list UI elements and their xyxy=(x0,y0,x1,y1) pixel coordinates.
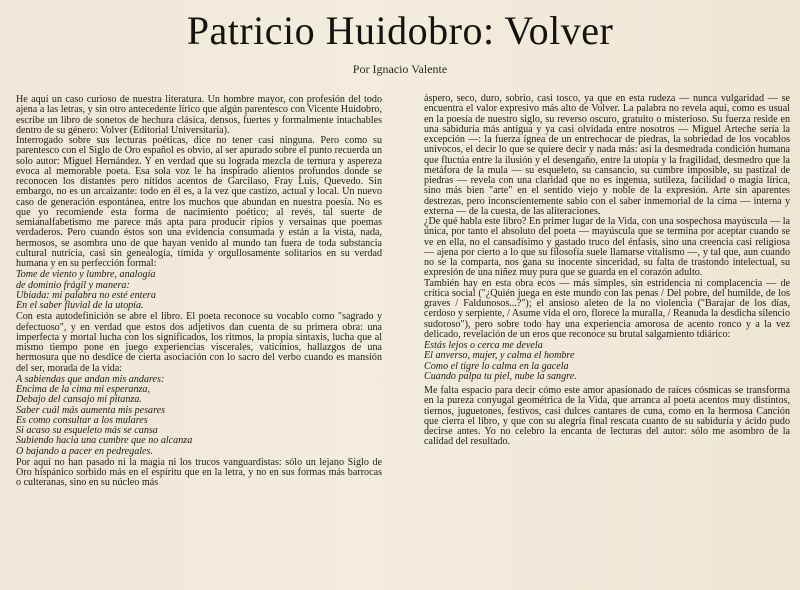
verse-line: Cuando palpa tu piel, nube la sangre. xyxy=(424,370,577,382)
paragraph: Interrogado sobre sus lecturas poéticas, dice no tener casi ninguna. Pero como su parentesco con el Siglo de Oro español es obvio, al ser apurado sobre el punto recuerda un solo autor: Miguel Hernández. Y en verdad que su lograda mezcla de ternura y aspereza evoca al memorable poeta. Esa sola voz le ha inspirado alientos profundos donde se reconocen los distantes pero nítidos acentos de Garcilaso, Fray Luis, Quevedo. Sin embargo, no es un arcaizante: todo en él es, a la vez que castizo, actual y local. Un nuevo caso de generación espontánea, entre los muchos que abundan en nuestra poesía. No es que yo recomiende esta forma de nacimiento poético; al revés, tal suerte de semianalfabetismo me parece más apta para producir ripios y versainas que poemas verdaderos. Pero cuando éstos son una evidencia consumada y están a la vista, nada, hermosos, se asombra uno de que hayan venido al mundo tan fuera de toda substancia cultural nutricia, casi sin genealogía, tímida y orgullosamente solitarios en su verdad humana y en su perfección formal: xyxy=(16,135,382,269)
paragraph: ¿De qué habla este libro? En primer lugar de la Vida, con una sospechosa mayúscula — la única, por tanto el absoluto del poeta — mayúscula que se termina por aceptar cuando se ve en ella, no el cansadísimo y gastado truco del énfasis, sino una creencia casi religiosa — ajena por cierto a lo que su filosofía suele llamarse vitalismo —, y tal que, aun cuando no se la comparta, nos gana su inocente sinceridad, su falta de trastondo intelectual, su expresión de una niñez muy pura que se guarda en el corazón adulto. xyxy=(424,216,790,279)
article-byline: Por Ignacio Valente xyxy=(352,62,448,76)
verse-line: Debajo del cansajo mi pitanza. xyxy=(16,394,142,406)
verse-line: Como el tigre lo calma en la gacela xyxy=(424,360,569,372)
verse-line: El anverso, mujer, y calma el hombre xyxy=(424,350,575,362)
verse-line: Ubiada: mi palabra no esté entera xyxy=(16,289,156,301)
paragraph: áspero, seco, duro, sobrio, casi tosco, ya que en esta rudeza — nunca vulgaridad — se encuentra el valor expresivo más alto de Volver. La palabra no revela aquí, como es usual en la poesía de nuestro siglo, su reverso oscuro, gratuito o misterioso. Su fuerza reside en una sabiduría más antigua y ya casi olvidada entre nosotros — Miguel Arteche sería la excepción —: la fuerza ígnea de un entrechocar de piedras, la sobriedad de los vocablos unívocos, el decir lo que se quiere decir y nada más: así la desmedrada condición humana que fluctúa entre la ilusión y el desengaño, entre la utopía y la fragilidad, desmedro que la metáfora de la mula — su esqueleto, su cansancio, su cumbre imposible, su pastizal de piedras — revela con una claridad que no es ingenua, sutileza, facilidad o magia lírica, sino más bien "arte" en el sentido viejo y noble de la expresión. Arte sin aparentes destrezas, pero inconscientemente sabio con el saber inmemorial de la cima — interna y externa — de la cuesta, de las aliteraciones. xyxy=(424,93,790,217)
verse-line: de dominio frágil y manera: xyxy=(16,279,130,291)
paragraph: Con esta autodefinición se abre el libro. El poeta reconoce su vocablo como "sagrado y defectuoso", y en verdad que estos dos adjetivos dan cuenta de su primera obra: una imperfecta y mortal lucha con los significados, los ritmos, la propia sintaxis, lucha que al mismo tiempo pone en juego experiencias viscerales, vaticinios, hallazgos de una hermosura que no desdice de cierta asociación con lo sacro del verbo cuando es mansión del ser, morada de la vida: xyxy=(16,311,382,374)
verse-line: Tome de viento y lumbre, analogía xyxy=(16,269,156,281)
left-column xyxy=(16,95,382,489)
verse-line: A sabiendas que andan mis andares: xyxy=(16,373,165,385)
verse-stanza xyxy=(16,375,382,457)
paragraph: También hay en esta obra ecos — más simples, sin estridencia ni complacencia — de crítica social ("¿Quién juega en este mundo con las penas / Del pobre, del humilde, de los graves / Faldunosos...?"); el ansioso aleteo de la no violencia ("Barajar de los días, cerdoso y serpiente, / Asume vida el oro, florece la muralla, / Reanuda la desdicha silencio sudoroso"), pero sobre todo hay una experiencia amorosa de acento ronco y a la vez delicado, revelación de un eros que reconoce su brutal salgamiento tdiárico: xyxy=(424,277,790,340)
verse-line: Saber cuál más aumenta mis pesares xyxy=(16,404,166,416)
verse-line: Subiendo hacia una cumbre que no alcanza xyxy=(16,435,193,447)
paragraph: Me falta espacio para decir cómo este amor apasionado de raíces cósmicas se transforma en la pureza conyugal geométrica de la Vida, que arranca al poeta acentos muy distintos, tiernos, juguetones, festivos, casi dulces cantares de cuna, como en la hermosa Canción que cierra el libro, y que con su alegría final rescata cuanto de su sabiduría y ácido pudo decirse antes. Yo no celebro la encanta de lecturas del autor: sólo me asombro de la calidad del resultado. xyxy=(424,385,790,448)
verse-stanza xyxy=(424,341,790,382)
paragraph: Por aquí no han pasado ni la magia ni los trucos vanguardistas: sólo un lejano Siglo de Oro hispánico sorbido más en el espíritu que en la letra, y no en sus formas más barrocas o culteranas, sino en su núcleo más xyxy=(16,456,382,489)
paragraph: He aquí un caso curioso de nuestra literatura. Un hombre mayor, con profesión del todo ajena a las letras, y sin otro antecedente lírico que algún parentesco con Vicente Huidobro, escribe un libro de sonetos de hechura clásica, densos, fuertes y formalmente intachables dentro de su género: Volver (Editorial Universitaria). xyxy=(16,94,382,136)
verse-line: O bajando a pacer en pedregales. xyxy=(16,445,153,457)
verse-line: En el saber fluvial de la utopía. xyxy=(16,300,144,311)
verse-line: Encima de la cima mi esperanza, xyxy=(16,384,150,395)
verse-line: Estás lejos o cerca me devela xyxy=(424,340,543,351)
verse-line: Es como consultar a los mulares xyxy=(16,414,148,426)
right-column xyxy=(424,94,790,448)
verse-stanza xyxy=(16,270,382,311)
verse-line: Si acaso su esqueleto más se cansa xyxy=(16,425,158,436)
article-title: Patricio Huidobro: Volver xyxy=(186,8,614,53)
